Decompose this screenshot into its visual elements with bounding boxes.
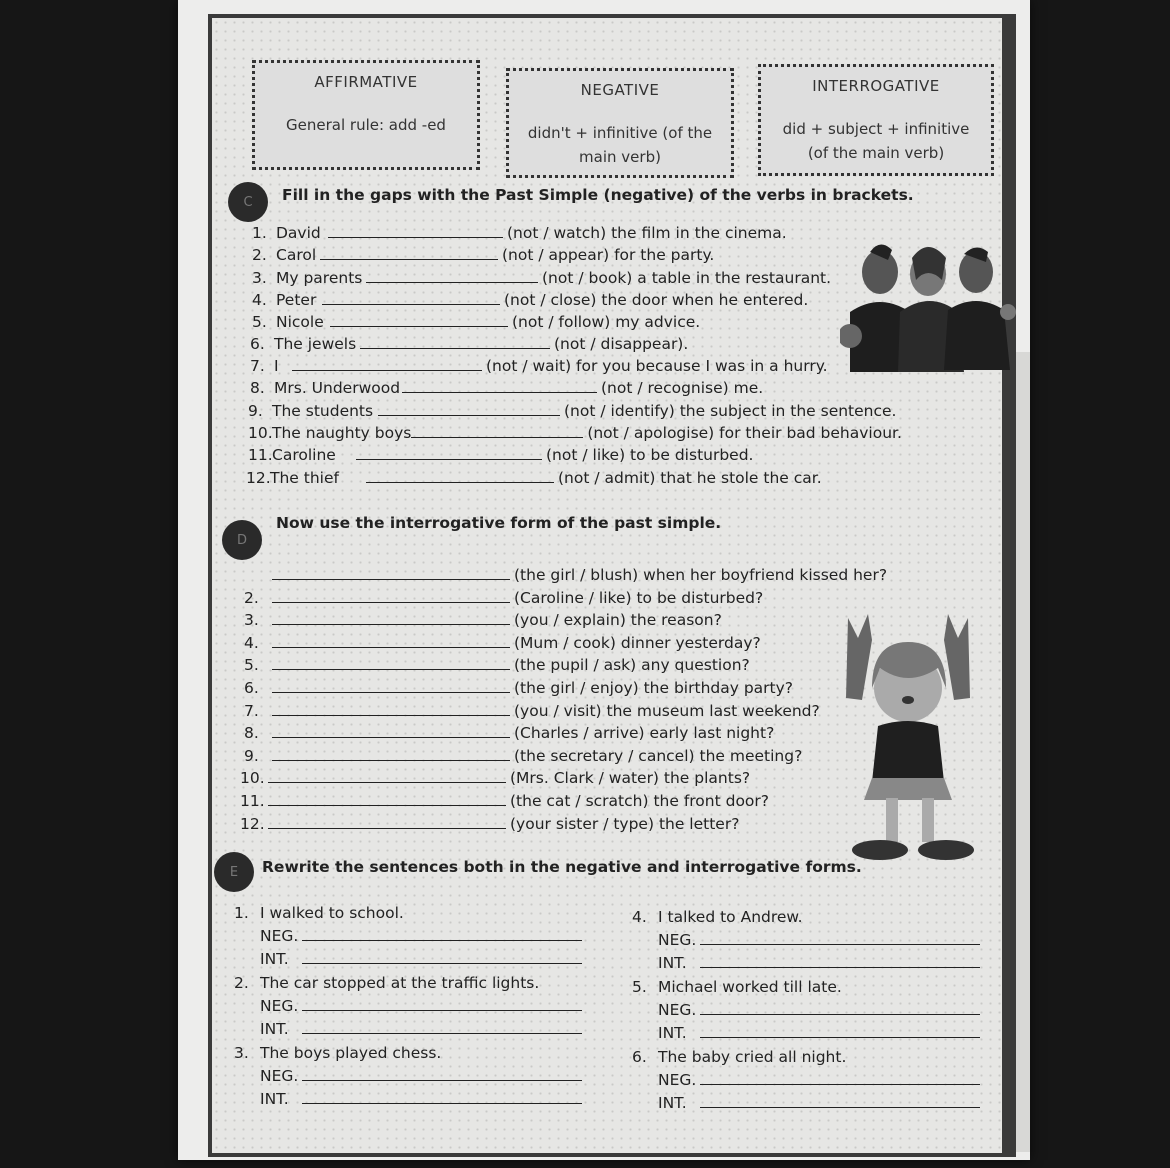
sentence-text: Michael worked till late.	[658, 978, 842, 996]
item-subject: Nicole	[276, 313, 324, 331]
answer-label: NEG.	[658, 1071, 697, 1089]
girl-illustration	[818, 608, 998, 868]
item-number: 2.	[234, 974, 249, 992]
answer-blank[interactable]	[360, 336, 550, 349]
sentence-text: I walked to school.	[260, 904, 404, 922]
item-subject: Mrs. Underwood	[274, 379, 401, 397]
item-subject: The students	[272, 402, 374, 420]
exercise-c-item	[252, 313, 700, 331]
rewrite-sentence	[234, 1044, 441, 1062]
item-hint: (the pupil / ask) any question?	[514, 656, 750, 675]
item-number: 3.	[244, 611, 259, 630]
rule-body-line: didn't + infinitive (of the	[527, 124, 713, 142]
worksheet-frame	[208, 14, 1016, 1157]
answer-blank[interactable]	[366, 470, 554, 483]
item-hint: (Mum / cook) dinner yesterday?	[514, 633, 761, 652]
answer-blank[interactable]	[302, 1021, 582, 1034]
item-number: 6.	[250, 335, 265, 353]
item-number: 6.	[632, 1048, 647, 1066]
item-number: 12.	[240, 814, 265, 833]
item-number: 10.	[248, 424, 273, 442]
exercise-d-item	[244, 702, 820, 720]
answer-blank[interactable]	[378, 403, 560, 416]
answer-blank[interactable]	[700, 932, 980, 945]
exercise-c-item	[246, 469, 822, 487]
section-badge-e: E	[214, 852, 254, 892]
answer-blank[interactable]	[302, 1091, 582, 1104]
item-hint: (you / visit) the museum last weekend?	[514, 701, 820, 720]
item-subject: Peter	[276, 291, 317, 309]
item-hint: (not / disappear).	[554, 335, 689, 353]
item-subject: The jewels	[274, 335, 357, 353]
item-hint: (not / book) a table in the restaurant.	[542, 269, 832, 287]
exercise-c-item	[250, 357, 828, 375]
item-hint: (not / follow) my advice.	[512, 313, 701, 331]
rewrite-sentence	[632, 908, 803, 926]
answer-blank[interactable]	[272, 590, 510, 603]
answer-label: INT.	[658, 1024, 687, 1042]
item-number: 9.	[244, 746, 259, 765]
exercise-c-item	[252, 246, 714, 264]
item-hint: (you / explain) the reason?	[514, 611, 722, 630]
item-number: 10.	[240, 769, 265, 788]
answer-label: INT.	[658, 954, 687, 972]
item-hint: (the girl / enjoy) the birthday party?	[514, 679, 794, 697]
item-number: 5.	[632, 978, 647, 996]
item-number: 1.	[252, 224, 267, 242]
negative-answer-line	[260, 927, 582, 945]
item-hint: (not / like) to be disturbed.	[546, 446, 754, 464]
item-subject: Carol	[276, 246, 317, 264]
negative-answer-line	[658, 931, 980, 949]
item-hint: (not / appear) for the party.	[502, 246, 715, 264]
sentence-text: I talked to Andrew.	[658, 908, 803, 926]
item-number: 9.	[248, 402, 263, 420]
interrogative-answer-line	[658, 1024, 980, 1042]
sentence-text: The baby cried all night.	[658, 1048, 847, 1066]
item-number: 6.	[244, 679, 259, 697]
rule-box-affirmative	[252, 60, 480, 170]
exercise-d-item	[240, 792, 769, 810]
item-hint: (the girl / blush) when her boyfriend kissed her?	[514, 566, 888, 584]
item-subject: Caroline	[272, 446, 336, 464]
item-hint: (not / close) the door when he entered.	[504, 291, 809, 309]
exercise-c-item	[248, 446, 753, 464]
item-number: 7.	[244, 701, 259, 720]
item-hint: (not / watch) the film in the cinema.	[507, 224, 787, 242]
item-number: 7.	[250, 357, 265, 375]
item-subject: David	[276, 224, 321, 242]
answer-blank[interactable]	[272, 612, 510, 625]
item-number: 4.	[632, 908, 647, 926]
sentence-text: The car stopped at the traffic lights.	[260, 974, 540, 992]
item-hint: (Charles / arrive) early last night?	[514, 724, 775, 743]
rule-body-line: main verb)	[579, 148, 661, 166]
answer-label: INT.	[260, 950, 289, 968]
item-number: 12.	[246, 469, 271, 487]
answer-blank[interactable]	[292, 358, 482, 371]
sentence-text: The boys played chess.	[260, 1044, 442, 1062]
item-number: 3.	[234, 1044, 249, 1062]
rewrite-sentence	[234, 974, 539, 992]
interrogative-answer-line	[658, 1094, 980, 1112]
rule-head: NEGATIVE	[580, 81, 660, 99]
exercise-c-item	[252, 291, 808, 309]
item-number: 8.	[250, 379, 265, 397]
exercise-c-item	[250, 335, 688, 353]
answer-blank[interactable]	[302, 928, 582, 941]
section-d-instruction: Now use the interrogative form of the past simple.	[276, 514, 722, 532]
rewrite-sentence	[234, 904, 404, 922]
answer-blank[interactable]	[268, 816, 506, 829]
negative-answer-line	[260, 997, 582, 1015]
answer-blank[interactable]	[272, 657, 510, 670]
answer-label: NEG.	[658, 931, 697, 949]
answer-blank[interactable]	[320, 247, 498, 260]
answer-blank[interactable]	[366, 270, 538, 283]
interrogative-answer-line	[260, 1020, 582, 1038]
answer-blank[interactable]	[272, 567, 510, 580]
rule-head: AFFIRMATIVE	[314, 73, 418, 91]
rewrite-sentence	[632, 1048, 846, 1066]
item-hint: (the cat / scratch) the front door?	[510, 792, 770, 810]
rule-box-interrogative	[758, 64, 994, 176]
section-e-instruction: Rewrite the sentences both in the negative and interrogative forms.	[262, 858, 862, 876]
item-subject: My parents	[276, 269, 363, 287]
answer-blank[interactable]	[302, 951, 582, 964]
answer-label: INT.	[260, 1020, 289, 1038]
answer-blank[interactable]	[302, 998, 582, 1011]
exercise-d-item	[240, 769, 750, 787]
item-hint: (not / apologise) for their bad behaviour.	[587, 424, 902, 442]
exercise-d-item	[244, 611, 722, 629]
answer-blank[interactable]	[268, 770, 506, 783]
item-number: 4.	[244, 633, 259, 652]
answer-blank[interactable]	[411, 425, 583, 438]
rule-box-negative	[506, 68, 734, 178]
item-number: 4.	[252, 291, 267, 309]
interrogative-answer-line	[658, 954, 980, 972]
answer-blank[interactable]	[356, 447, 542, 460]
rewrite-sentence	[632, 978, 842, 996]
answer-label: NEG.	[260, 1067, 299, 1085]
item-number: 1.	[234, 904, 249, 922]
answer-label: NEG.	[658, 1001, 697, 1019]
exercise-d-item	[240, 815, 739, 833]
answer-blank[interactable]	[272, 725, 510, 738]
item-subject: I	[274, 357, 279, 375]
answer-blank[interactable]	[268, 793, 506, 806]
item-hint: (not / recognise) me.	[601, 379, 764, 397]
item-subject: The thief	[270, 469, 339, 487]
item-hint: (not / identify) the subject in the sentence.	[564, 402, 897, 420]
rule-body	[509, 121, 731, 169]
item-hint: (Caroline / like) to be disturbed?	[514, 588, 764, 607]
paper-fold	[1016, 352, 1030, 1152]
answer-blank[interactable]	[330, 314, 508, 327]
answer-blank[interactable]	[272, 680, 510, 693]
section-c-instruction: Fill in the gaps with the Past Simple (negative) of the verbs in brackets.	[282, 186, 914, 204]
item-number: 8.	[244, 724, 259, 743]
rule-body: General rule: add -ed	[286, 116, 446, 134]
answer-blank[interactable]	[302, 1068, 582, 1081]
exercise-c-item	[252, 224, 787, 242]
exercise-d-item	[244, 724, 774, 742]
item-number: 5.	[244, 656, 259, 675]
negative-answer-line	[658, 1001, 980, 1019]
item-hint: (the secretary / cancel) the meeting?	[514, 746, 803, 765]
item-subject: The naughty boys	[272, 424, 412, 442]
answer-blank[interactable]	[700, 1002, 980, 1015]
exercise-d-item	[244, 566, 887, 584]
answer-blank[interactable]	[322, 292, 500, 305]
exercise-c-item	[252, 269, 831, 287]
answer-blank[interactable]	[402, 380, 597, 393]
rule-body-line: did + subject + infinitive	[782, 120, 970, 138]
exercise-d-item	[244, 589, 763, 607]
item-hint: (not / admit) that he stole the car.	[558, 469, 822, 487]
answer-blank[interactable]	[272, 635, 510, 648]
item-number: 2.	[252, 246, 267, 264]
exercise-c-item	[248, 424, 902, 442]
answer-blank[interactable]	[272, 748, 510, 761]
negative-answer-line	[658, 1071, 980, 1089]
item-number: 2.	[244, 588, 259, 607]
answer-blank[interactable]	[700, 955, 980, 968]
exercise-d-item	[244, 679, 793, 697]
answer-blank[interactable]	[700, 1025, 980, 1038]
interrogative-answer-line	[260, 1090, 582, 1108]
answer-blank[interactable]	[272, 703, 510, 716]
answer-label: INT.	[658, 1094, 687, 1112]
item-number: 3.	[252, 269, 267, 287]
item-number: 11.	[240, 792, 265, 810]
item-hint: (Mrs. Clark / water) the plants?	[510, 769, 751, 788]
answer-blank[interactable]	[700, 1072, 980, 1085]
item-hint: (your sister / type) the letter?	[510, 814, 740, 833]
answer-label: NEG.	[260, 927, 299, 945]
rule-body-line: (of the main verb)	[807, 144, 945, 162]
exercise-d-item	[244, 656, 750, 674]
answer-blank[interactable]	[700, 1095, 980, 1108]
worksheet-paper	[178, 0, 1030, 1160]
exercise-d-item	[244, 747, 802, 765]
section-badge-d: D	[222, 520, 262, 560]
answer-blank[interactable]	[328, 225, 503, 238]
interrogative-answer-line	[260, 950, 582, 968]
answer-label: NEG.	[260, 997, 299, 1015]
rule-body	[761, 117, 991, 165]
rule-head: INTERROGATIVE	[812, 77, 940, 95]
item-number: 5.	[252, 313, 267, 331]
section-badge-c: C	[228, 182, 268, 222]
exercise-d-item	[244, 634, 761, 652]
negative-answer-line	[260, 1067, 582, 1085]
item-hint: (not / wait) for you because I was in a hurry.	[486, 357, 828, 375]
exercise-c-item	[248, 402, 896, 420]
exercise-c-item	[250, 379, 763, 397]
item-number: 11.	[248, 446, 273, 464]
answer-label: INT.	[260, 1090, 289, 1108]
children-group-illustration	[840, 232, 1020, 382]
